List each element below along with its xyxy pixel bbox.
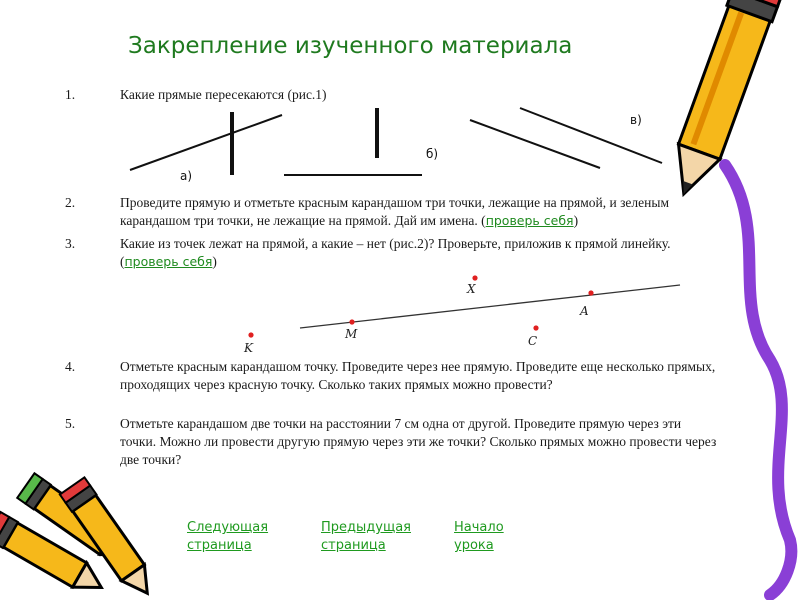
check-yourself-link[interactable]: проверь себя xyxy=(124,254,213,269)
question-number: 4. xyxy=(65,359,76,374)
question-number: 3. xyxy=(65,236,76,251)
label-v: в) xyxy=(630,113,642,127)
page-title: Закрепление изученного материала xyxy=(128,33,573,59)
question-number: 1. xyxy=(65,87,76,102)
question-text: Какие из точек лежат на прямой, а какие – нет (рис.2)? Проверьте, приложив к прямой линейку. xyxy=(120,236,671,251)
point-K-label: K xyxy=(244,341,253,355)
question-text: Какие прямые пересекаются (рис.1) xyxy=(120,87,327,102)
point-X-label: X xyxy=(467,282,476,296)
lesson-start-link[interactable]: Начало урока xyxy=(454,520,504,553)
previous-page-link[interactable]: Предыдущая страница xyxy=(321,520,411,553)
question-text: Отметьте карандашом две точки на расстоянии 7 см одна от другой. Проведите прямую через эти точки. Можно ли провести другую прямую через эти же точки? Сколько прямых можно провести через две точки? xyxy=(120,416,717,467)
point-A-dot xyxy=(588,290,593,295)
line-AM xyxy=(300,285,680,328)
point-K-dot xyxy=(248,332,253,337)
question-text: Проведите прямую и отметьте красным карандашом три точки, лежащие на прямой, и зеленым карандашом три точки, не лежащие на прямой. Дай им имена. ( xyxy=(120,195,669,228)
check-yourself-link[interactable]: проверь себя xyxy=(485,213,574,228)
question-text: Отметьте красным карандашом точку. Проведите через нее прямую. Проведите еще несколько прямых, проходящих через красную точку. Сколько таких прямых можно провести? xyxy=(120,359,716,392)
label-a: а) xyxy=(180,169,193,183)
question-number: 5. xyxy=(65,416,76,431)
point-C-label: C xyxy=(528,334,538,348)
point-M-dot xyxy=(349,319,354,324)
next-page-link[interactable]: Следующая страница xyxy=(187,520,269,553)
point-X-dot xyxy=(472,275,477,280)
label-b: б) xyxy=(426,147,439,161)
question-number: 2. xyxy=(65,195,76,210)
point-A-label: A xyxy=(580,304,589,318)
point-C-dot xyxy=(533,325,538,330)
point-M-label: M xyxy=(345,327,358,341)
